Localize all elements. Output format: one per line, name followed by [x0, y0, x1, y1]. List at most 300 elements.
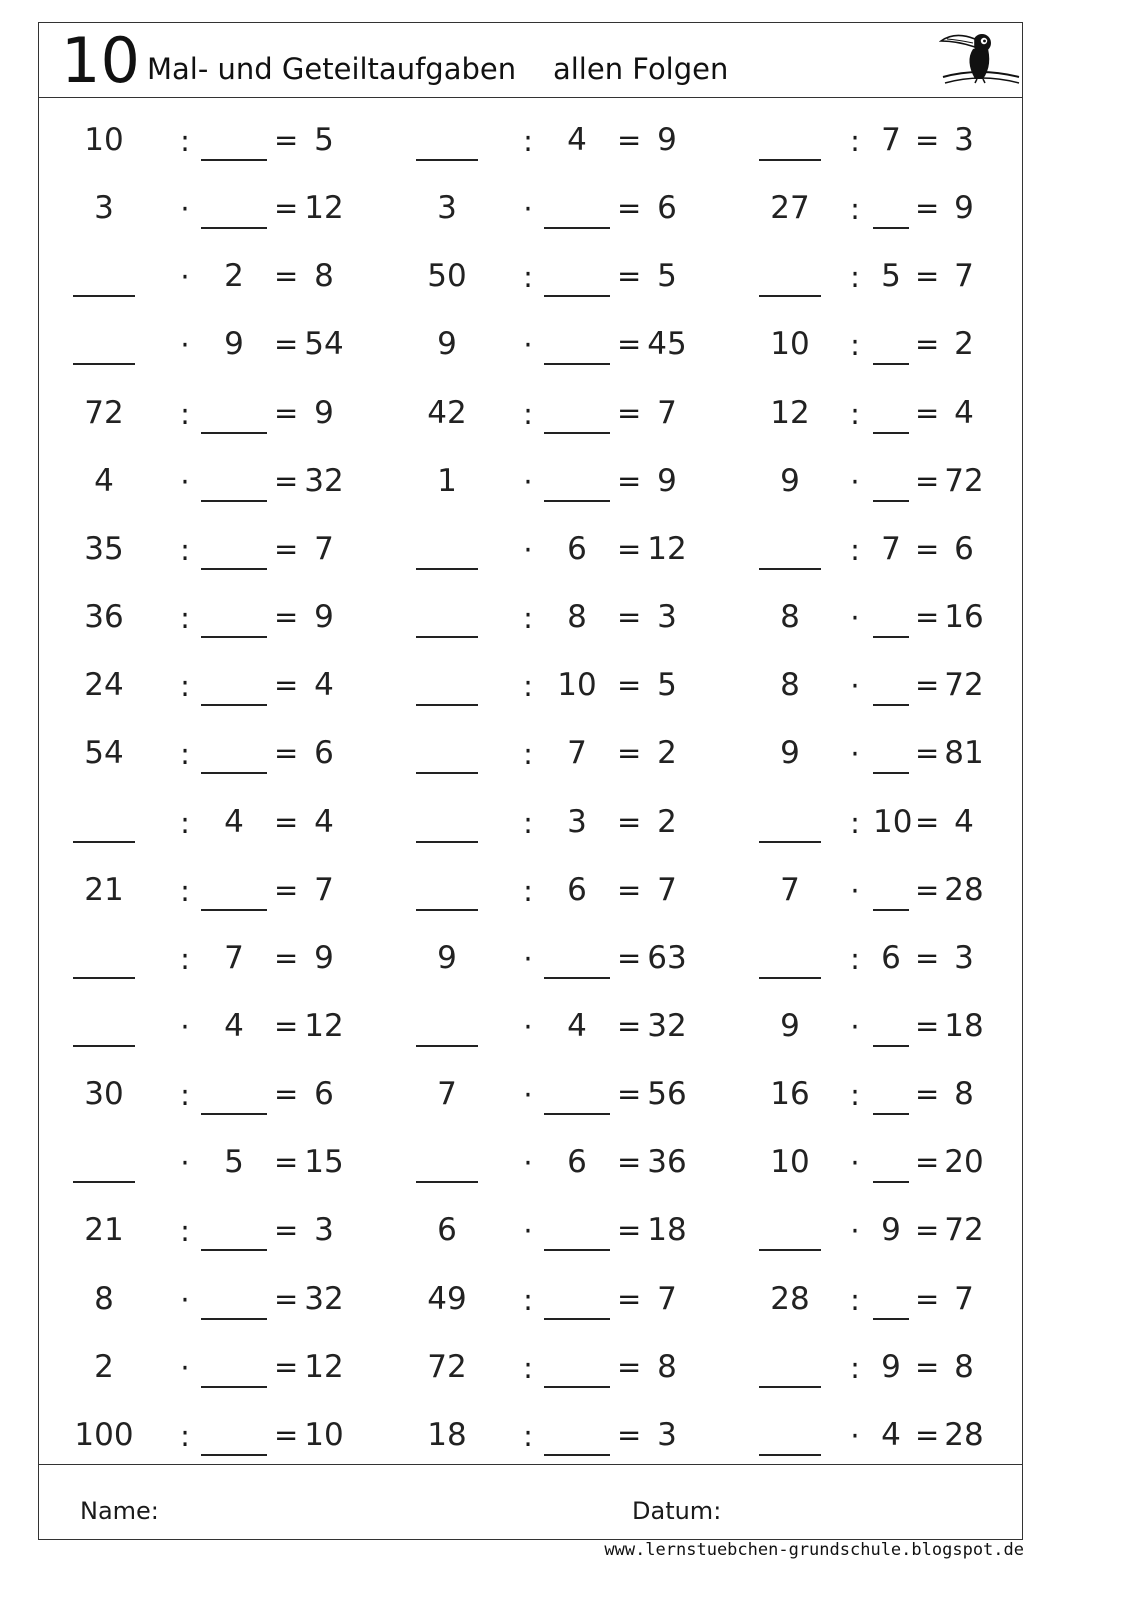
math-problem [69, 447, 359, 515]
first-operand: 30 [84, 1076, 124, 1113]
result: 18 [647, 1212, 687, 1249]
answer-blank[interactable] [416, 800, 478, 844]
math-problem [755, 1128, 1045, 1196]
operator: · [523, 941, 533, 976]
equals-sign: = [617, 191, 642, 226]
problem-row [39, 1401, 1022, 1469]
math-problem [412, 992, 702, 1060]
operator: : [523, 396, 533, 431]
first-operand: 6 [437, 1212, 457, 1249]
problem-row [39, 1265, 1022, 1333]
answer-blank[interactable] [873, 595, 909, 639]
second-operand: 7 [881, 122, 901, 158]
second-operand: 9 [881, 1212, 901, 1249]
operator: : [523, 1282, 533, 1317]
math-problem [412, 856, 702, 924]
answer-blank[interactable] [201, 868, 267, 912]
worksheet [38, 22, 1023, 1540]
operator: · [850, 1146, 860, 1181]
first-operand: 3 [94, 190, 114, 227]
result: 8 [657, 1348, 677, 1385]
answer-blank[interactable] [201, 1413, 267, 1457]
equals-sign: = [617, 872, 642, 907]
math-problem [69, 924, 359, 992]
answer-blank[interactable] [201, 1208, 267, 1252]
first-operand: 1 [437, 462, 457, 499]
result: 2 [657, 803, 677, 840]
second-operand: 10 [873, 803, 913, 840]
operator: : [850, 1078, 860, 1113]
equals-sign: = [915, 940, 940, 975]
operator: · [523, 1214, 533, 1249]
equals-sign: = [617, 804, 642, 839]
equals-sign: = [617, 940, 642, 975]
second-operand: 7 [567, 735, 587, 772]
math-problem [412, 1196, 702, 1264]
equals-sign: = [915, 1077, 940, 1112]
first-operand: 8 [780, 599, 800, 636]
result: 81 [944, 735, 984, 772]
math-problem [755, 992, 1045, 1060]
problem-row [39, 992, 1022, 1060]
result: 54 [304, 326, 344, 363]
operator: : [523, 737, 533, 772]
answer-blank[interactable] [544, 322, 610, 366]
equals-sign: = [915, 123, 940, 157]
equals-sign: = [617, 668, 642, 703]
operator: · [180, 1350, 190, 1385]
equals-sign: = [915, 463, 940, 498]
result: 4 [314, 667, 334, 704]
math-problem [69, 1196, 359, 1264]
answer-blank[interactable] [416, 118, 478, 162]
operator: · [523, 1009, 533, 1044]
problem-row [39, 379, 1022, 447]
operator: : [180, 124, 190, 158]
operator: : [523, 873, 533, 908]
result: 9 [314, 939, 334, 976]
operator: : [523, 601, 533, 636]
equals-sign: = [617, 1008, 642, 1043]
answer-blank[interactable] [544, 391, 610, 435]
answer-blank[interactable] [416, 1140, 478, 1184]
result: 7 [314, 871, 334, 908]
first-operand: 7 [437, 1076, 457, 1113]
answer-blank[interactable] [873, 322, 909, 366]
answer-blank[interactable] [201, 731, 267, 775]
operator: : [180, 1418, 190, 1453]
math-problem [69, 719, 359, 787]
answer-blank[interactable] [873, 1072, 909, 1116]
answer-blank[interactable] [759, 1413, 821, 1457]
equals-sign: = [915, 1213, 940, 1248]
second-operand: 9 [224, 326, 244, 363]
operator: : [850, 260, 860, 295]
answer-blank[interactable] [201, 595, 267, 639]
first-operand: 9 [437, 326, 457, 363]
first-operand: 8 [780, 667, 800, 704]
first-operand: 7 [780, 871, 800, 908]
math-problem [69, 1333, 359, 1401]
result: 5 [657, 667, 677, 704]
equals-sign: = [915, 804, 940, 839]
operator: · [850, 464, 860, 499]
result: 45 [647, 326, 687, 363]
result: 72 [944, 462, 984, 499]
math-problem [412, 651, 702, 719]
problem-row [39, 515, 1022, 583]
equals-sign: = [915, 1349, 940, 1384]
problem-row [39, 924, 1022, 992]
first-operand: 49 [427, 1280, 467, 1317]
equals-sign: = [915, 600, 940, 635]
answer-blank[interactable] [73, 254, 135, 298]
first-operand: 12 [770, 394, 810, 431]
equals-sign: = [274, 191, 299, 226]
operator: : [850, 532, 860, 567]
answer-blank[interactable] [544, 1072, 610, 1116]
result: 9 [657, 462, 677, 499]
result: 9 [954, 190, 974, 227]
math-problem [755, 924, 1045, 992]
worksheet-header [39, 23, 1022, 98]
math-problem [412, 310, 702, 378]
result: 3 [954, 939, 974, 976]
result: 56 [647, 1076, 687, 1113]
operator: : [850, 941, 860, 976]
first-operand: 10 [84, 122, 124, 158]
answer-blank[interactable] [544, 1277, 610, 1321]
second-operand: 4 [567, 1007, 587, 1044]
math-problem [412, 379, 702, 447]
first-operand: 21 [84, 1212, 124, 1249]
answer-blank[interactable] [759, 1208, 821, 1252]
answer-blank[interactable] [544, 1413, 610, 1457]
equals-sign: = [915, 395, 940, 430]
math-problem [755, 1060, 1045, 1128]
equals-sign: = [617, 1349, 642, 1384]
result: 6 [314, 1076, 334, 1113]
toucan-icon [939, 27, 1021, 93]
answer-blank[interactable] [544, 186, 610, 230]
math-problem [755, 719, 1045, 787]
operator: : [523, 1350, 533, 1385]
first-operand: 72 [427, 1348, 467, 1385]
result: 4 [954, 803, 974, 840]
first-operand: 10 [770, 1144, 810, 1181]
math-problem [412, 788, 702, 856]
result: 5 [314, 122, 334, 158]
answer-blank[interactable] [73, 1004, 135, 1048]
answer-blank[interactable] [416, 731, 478, 775]
math-problem [69, 1401, 359, 1469]
result: 3 [657, 1416, 677, 1453]
answer-blank[interactable] [759, 254, 821, 298]
problem-row [39, 1060, 1022, 1128]
operator: : [850, 805, 860, 840]
equals-sign: = [915, 259, 940, 294]
result: 12 [304, 1007, 344, 1044]
first-operand: 27 [770, 190, 810, 227]
answer-blank[interactable] [73, 1140, 135, 1184]
equals-sign: = [274, 1417, 299, 1452]
answer-blank[interactable] [73, 322, 135, 366]
math-problem [69, 379, 359, 447]
operator: · [850, 1214, 860, 1249]
first-operand: 50 [427, 258, 467, 295]
equals-sign: = [274, 736, 299, 771]
math-problem [755, 583, 1045, 651]
first-operand: 18 [427, 1416, 467, 1453]
answer-blank[interactable] [759, 1345, 821, 1389]
math-problem [755, 1196, 1045, 1264]
second-operand: 4 [224, 803, 244, 840]
equals-sign: = [617, 531, 642, 566]
answer-blank[interactable] [873, 1277, 909, 1321]
math-problem [755, 515, 1045, 583]
math-problem [412, 447, 702, 515]
operator: : [850, 396, 860, 431]
answer-blank[interactable] [201, 663, 267, 707]
math-problem [412, 1401, 702, 1469]
problem-row [39, 174, 1022, 242]
second-operand: 6 [567, 871, 587, 908]
operator: : [180, 737, 190, 772]
equals-sign: = [274, 531, 299, 566]
problem-row [39, 1333, 1022, 1401]
first-operand: 100 [74, 1416, 134, 1453]
math-problem [412, 174, 702, 242]
equals-sign: = [617, 600, 642, 635]
equals-sign: = [274, 395, 299, 430]
operator: : [523, 669, 533, 704]
answer-blank[interactable] [201, 391, 267, 435]
equals-sign: = [617, 1417, 642, 1452]
equals-sign: = [915, 1281, 940, 1316]
operator: · [850, 669, 860, 704]
answer-blank[interactable] [873, 868, 909, 912]
equals-sign: = [274, 804, 299, 839]
operator: · [523, 192, 533, 227]
operator: : [180, 532, 190, 567]
operator: : [523, 124, 533, 158]
operator: : [180, 1078, 190, 1113]
operator: · [180, 192, 190, 227]
problem-row [39, 856, 1022, 924]
second-operand: 6 [567, 1144, 587, 1181]
equals-sign: = [617, 395, 642, 430]
answer-blank[interactable] [873, 1140, 909, 1184]
result: 28 [944, 871, 984, 908]
operator: · [180, 1146, 190, 1181]
equals-sign: = [915, 531, 940, 566]
answer-blank[interactable] [73, 936, 135, 980]
result: 32 [304, 1280, 344, 1317]
operator: · [180, 260, 190, 295]
answer-blank[interactable] [873, 731, 909, 775]
answer-blank[interactable] [201, 459, 267, 503]
operator: · [523, 464, 533, 499]
math-problem [69, 651, 359, 719]
math-problem [69, 856, 359, 924]
second-operand: 7 [224, 939, 244, 976]
equals-sign: = [274, 1008, 299, 1043]
first-operand: 42 [427, 394, 467, 431]
operator: : [850, 192, 860, 227]
operator: : [850, 1282, 860, 1317]
second-operand: 7 [881, 530, 901, 567]
math-problem [412, 719, 702, 787]
operator: · [850, 1418, 860, 1453]
answer-blank[interactable] [201, 1277, 267, 1321]
math-problem [412, 515, 702, 583]
problem-grid [39, 98, 1022, 1464]
answer-blank[interactable] [416, 663, 478, 707]
answer-blank[interactable] [73, 800, 135, 844]
math-problem [755, 856, 1045, 924]
first-operand: 36 [84, 599, 124, 636]
problem-row [39, 788, 1022, 856]
operator: : [180, 805, 190, 840]
operator: · [523, 1078, 533, 1113]
result: 16 [944, 599, 984, 636]
result: 7 [657, 1280, 677, 1317]
operator: · [850, 601, 860, 636]
math-problem [69, 992, 359, 1060]
operator: · [523, 328, 533, 363]
result: 12 [304, 1348, 344, 1385]
equals-sign: = [617, 736, 642, 771]
result: 9 [657, 122, 677, 158]
equals-sign: = [617, 123, 642, 157]
answer-blank[interactable] [201, 118, 267, 162]
math-problem [69, 583, 359, 651]
math-problem [755, 1265, 1045, 1333]
math-problem [412, 583, 702, 651]
answer-blank[interactable] [759, 527, 821, 571]
answer-blank[interactable] [873, 186, 909, 230]
equals-sign: = [274, 1349, 299, 1384]
answer-blank[interactable] [759, 936, 821, 980]
math-problem [412, 1333, 702, 1401]
first-operand: 2 [94, 1348, 114, 1385]
answer-blank[interactable] [544, 459, 610, 503]
result: 72 [944, 1212, 984, 1249]
operator: : [850, 328, 860, 363]
result: 36 [647, 1144, 687, 1181]
operator: · [850, 873, 860, 908]
result: 6 [954, 530, 974, 567]
answer-blank[interactable] [416, 868, 478, 912]
problem-row [39, 310, 1022, 378]
answer-blank[interactable] [873, 1004, 909, 1048]
operator: · [180, 1009, 190, 1044]
answer-blank[interactable] [759, 118, 821, 162]
result: 18 [944, 1007, 984, 1044]
result: 2 [657, 735, 677, 772]
equals-sign: = [915, 872, 940, 907]
math-problem [69, 310, 359, 378]
equals-sign: = [617, 1145, 642, 1180]
equals-sign: = [617, 327, 642, 362]
first-operand: 24 [84, 667, 124, 704]
answer-blank[interactable] [201, 1345, 267, 1389]
equals-sign: = [915, 327, 940, 362]
equals-sign: = [274, 1145, 299, 1180]
result: 4 [954, 394, 974, 431]
worksheet-title: Mal- und Geteiltaufgaben allen Folgen [147, 52, 729, 86]
problem-row [39, 242, 1022, 310]
operator: · [523, 532, 533, 567]
math-problem [69, 174, 359, 242]
result: 8 [954, 1076, 974, 1113]
operator: · [523, 1146, 533, 1181]
first-operand: 8 [94, 1280, 114, 1317]
answer-blank[interactable] [416, 1004, 478, 1048]
answer-blank[interactable] [201, 1072, 267, 1116]
answer-blank[interactable] [544, 936, 610, 980]
equals-sign: = [617, 259, 642, 294]
answer-blank[interactable] [759, 800, 821, 844]
answer-blank[interactable] [873, 459, 909, 503]
second-operand: 6 [567, 530, 587, 567]
equals-sign: = [915, 1008, 940, 1043]
answer-blank[interactable] [201, 527, 267, 571]
result: 9 [314, 599, 334, 636]
first-operand: 28 [770, 1280, 810, 1317]
equals-sign: = [274, 668, 299, 703]
math-problem [755, 379, 1045, 447]
operator: · [180, 464, 190, 499]
answer-blank[interactable] [201, 186, 267, 230]
first-operand: 16 [770, 1076, 810, 1113]
equals-sign: = [915, 736, 940, 771]
answer-blank[interactable] [873, 663, 909, 707]
equals-sign: = [915, 668, 940, 703]
first-operand: 4 [94, 462, 114, 499]
second-operand: 9 [881, 1348, 901, 1385]
result: 7 [657, 394, 677, 431]
equals-sign: = [915, 191, 940, 226]
answer-blank[interactable] [416, 527, 478, 571]
result: 32 [304, 462, 344, 499]
operator: : [180, 1214, 190, 1249]
operator: : [180, 669, 190, 704]
second-operand: 6 [881, 939, 901, 976]
math-problem [412, 924, 702, 992]
equals-sign: = [274, 1213, 299, 1248]
equals-sign: = [617, 1213, 642, 1248]
answer-blank[interactable] [544, 1345, 610, 1389]
equals-sign: = [274, 1281, 299, 1316]
operator: · [180, 328, 190, 363]
worksheet-number: 10 [61, 24, 140, 97]
math-problem [412, 1128, 702, 1196]
answer-blank[interactable] [416, 595, 478, 639]
answer-blank[interactable] [873, 391, 909, 435]
answer-blank[interactable] [544, 254, 610, 298]
result: 32 [647, 1007, 687, 1044]
second-operand: 2 [224, 258, 244, 295]
first-operand: 3 [437, 190, 457, 227]
answer-blank[interactable] [544, 1208, 610, 1252]
equals-sign: = [617, 1281, 642, 1316]
operator: : [523, 260, 533, 295]
result: 4 [314, 803, 334, 840]
equals-sign: = [274, 463, 299, 498]
math-problem [755, 174, 1045, 242]
equals-sign: = [274, 600, 299, 635]
